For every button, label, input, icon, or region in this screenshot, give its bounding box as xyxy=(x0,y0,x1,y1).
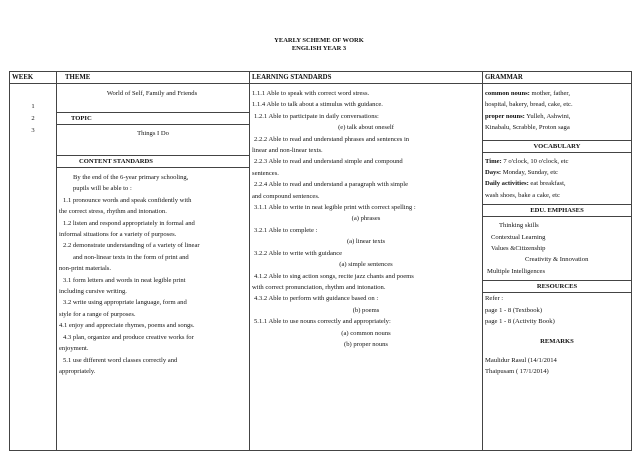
content-line: 2.2 demonstrate understanding of a variety of linear xyxy=(63,242,200,250)
learning-line: 2.2.2 Able to read and understand phrases and sentences in xyxy=(254,135,410,143)
grammar-inner-table xyxy=(483,84,631,378)
learning-line: (a) simple sentences xyxy=(339,261,393,269)
grammar-examples: mother, father, xyxy=(529,90,571,97)
week-number: 1 xyxy=(31,103,35,110)
learning-line: (a) linear texts xyxy=(346,238,386,246)
learning-line: 2.2.4 Able to read and understand a paragraph with simple xyxy=(254,181,408,189)
col-header-grammar: GRAMMAR xyxy=(483,72,632,84)
content-line: style for a range of purposes. xyxy=(59,310,136,318)
content-line: the correct stress, rhythm and intonation. xyxy=(59,208,167,216)
vocab-examples: wash shoes, bake a cake, etc xyxy=(485,191,560,199)
remarks-line: Thaipusam ( 17/1/2014) xyxy=(485,368,549,376)
resources-block xyxy=(483,293,631,378)
remarks-line: Maulidur Rasul (14/1/2014 xyxy=(485,356,557,364)
learning-line: with correct pronunciation, rhythm and intonation. xyxy=(252,283,386,291)
resource-line: Refer : xyxy=(485,295,504,303)
content-line: 1.2 listen and respond appropriately in formal and xyxy=(63,219,195,227)
emphasis-line: Thinking skills xyxy=(499,222,539,230)
edu-emphases-label: EDU. EMPHASES xyxy=(483,205,631,217)
learning-line: 4.1.2 Able to sing action songs, recite jazz chants and poems xyxy=(254,272,414,280)
learning-line: 1.1.4 Able to talk about a stimulus with guidance. xyxy=(252,101,383,109)
vocab-line xyxy=(485,178,629,189)
remarks-label: REMARKS xyxy=(540,337,574,345)
emphasis-line: Values &Citizenship xyxy=(491,245,546,253)
edu-emphases-block xyxy=(483,217,631,281)
resource-line: page 1 - 8 (Textbook) xyxy=(485,306,543,314)
week-number: 2 xyxy=(31,115,35,122)
vocab-line xyxy=(485,156,629,167)
content-line: and non-linear texts in the form of print and xyxy=(73,253,189,261)
resource-line: page 1 - 8 (Activity Book) xyxy=(485,318,555,326)
content-line: 4.1 enjoy and appreciate rhymes, poems and songs. xyxy=(59,322,195,330)
learning-standards-cell xyxy=(250,84,483,451)
grammar-examples: Yulleh, Ashwini, xyxy=(524,112,571,120)
emphasis-line: Multiple Intelligences xyxy=(487,267,546,275)
vocab-examples: eat breakfast, xyxy=(528,180,566,188)
body-row xyxy=(10,84,632,451)
topic-text: Things I Do xyxy=(57,125,249,156)
content-standards-list xyxy=(57,168,249,378)
content-line: enjoyment. xyxy=(59,345,89,353)
learning-line: and compound sentences. xyxy=(252,192,320,200)
grammar-line xyxy=(485,111,629,122)
col-header-theme: THEME xyxy=(57,72,250,84)
document-subtitle: ENGLISH YEAR 3 xyxy=(291,45,347,52)
vocab-term: Days: xyxy=(485,169,502,177)
grammar-examples: hospital, bakery, bread, cake, etc. xyxy=(485,101,573,109)
vocab-line xyxy=(485,167,629,178)
week-cell xyxy=(10,84,57,451)
content-line: informal situations for a variety of purposes. xyxy=(59,231,177,239)
vocab-line xyxy=(485,190,629,201)
vocabulary-block xyxy=(483,152,631,205)
emphasis-line: Creativity & Innovation xyxy=(525,256,589,264)
grammar-examples: Kinabalu, Scrabble, Proton saga xyxy=(485,124,570,132)
learning-line: (a) common nouns xyxy=(341,329,391,337)
learning-line: 1.1.1 Able to speak with correct word stress. xyxy=(252,90,370,97)
vocab-examples: Monday, Sunday, etc xyxy=(501,169,558,177)
theme-text: World of Self, Family and Friends xyxy=(57,84,249,113)
content-line: appropriately. xyxy=(59,367,96,375)
scheme-table xyxy=(9,71,632,451)
learning-line: linear and non-linear texts. xyxy=(252,147,323,155)
content-line: 3.1 form letters and words in neat legible print xyxy=(63,276,186,284)
learning-line: 3.2.1 Able to complete : xyxy=(254,226,318,234)
vocabulary-label: VOCABULARY xyxy=(483,140,631,152)
content-line: pupils will be able to : xyxy=(73,185,132,193)
vocab-term: Daily activities: xyxy=(485,180,529,188)
grammar-term: common nouns: xyxy=(485,90,530,97)
col-header-learning: LEARNING STANDARDS xyxy=(250,72,483,84)
content-line: 5.1 use different word classes correctly and xyxy=(63,356,178,364)
grammar-term: proper nouns: xyxy=(485,112,525,120)
week-number: 3 xyxy=(31,127,35,134)
learning-line: (a) phrases xyxy=(351,215,381,223)
learning-line: (b) poems xyxy=(352,306,380,314)
content-line: By the end of the 6-year primary schooling, xyxy=(73,174,189,181)
topic-label: TOPIC xyxy=(57,113,249,125)
resources-label: RESOURCES xyxy=(483,281,631,293)
learning-line: 2.2.3 Able to read and understand simple and compound xyxy=(254,158,403,166)
theme-inner-table xyxy=(57,84,249,377)
learning-line: 4.3.2 Able to perform with guidance based on : xyxy=(254,295,379,303)
spacer xyxy=(485,328,629,336)
spacer xyxy=(485,347,629,355)
content-line: including cursive writing. xyxy=(59,288,127,296)
grammar-line xyxy=(485,88,629,99)
grammar-cell xyxy=(483,84,632,451)
theme-cell xyxy=(57,84,250,451)
content-line: 4.3 plan, organize and produce creative works for xyxy=(63,333,194,341)
learning-line: (b) proper nouns xyxy=(344,340,388,348)
grammar-block xyxy=(483,84,631,140)
vocab-examples: 7 o'clock, 10 o'clock, etc xyxy=(501,157,569,165)
content-line: 1.1 pronounce words and speak confidently with xyxy=(63,196,192,204)
learning-line: 1.2.1 Able to participate in daily conversations: xyxy=(254,112,379,120)
content-line: 3.2 write using appropriate language, form and xyxy=(63,299,187,307)
content-standards-label: CONTENT STANDARDS xyxy=(57,156,249,168)
learning-line: 3.2.2 Able to write with guidance xyxy=(254,249,343,257)
header-row xyxy=(10,72,632,84)
col-header-week: WEEK xyxy=(10,72,57,84)
learning-line: (e) talk about oneself xyxy=(338,124,394,132)
vocab-term: Time: xyxy=(485,157,502,165)
grammar-line xyxy=(485,122,629,133)
content-line: non-print materials. xyxy=(59,265,112,273)
grammar-line xyxy=(485,99,629,110)
document-title: YEARLY SCHEME OF WORK xyxy=(274,37,364,44)
learning-line: 5.1.1 Able to use nouns correctly and appropriately: xyxy=(254,318,391,326)
learning-line: 3.1.1 Able to write in neat legible print with correct spelling : xyxy=(254,204,416,212)
learning-line: sentences. xyxy=(252,169,279,177)
emphasis-line: Contextual Learning xyxy=(491,233,546,241)
